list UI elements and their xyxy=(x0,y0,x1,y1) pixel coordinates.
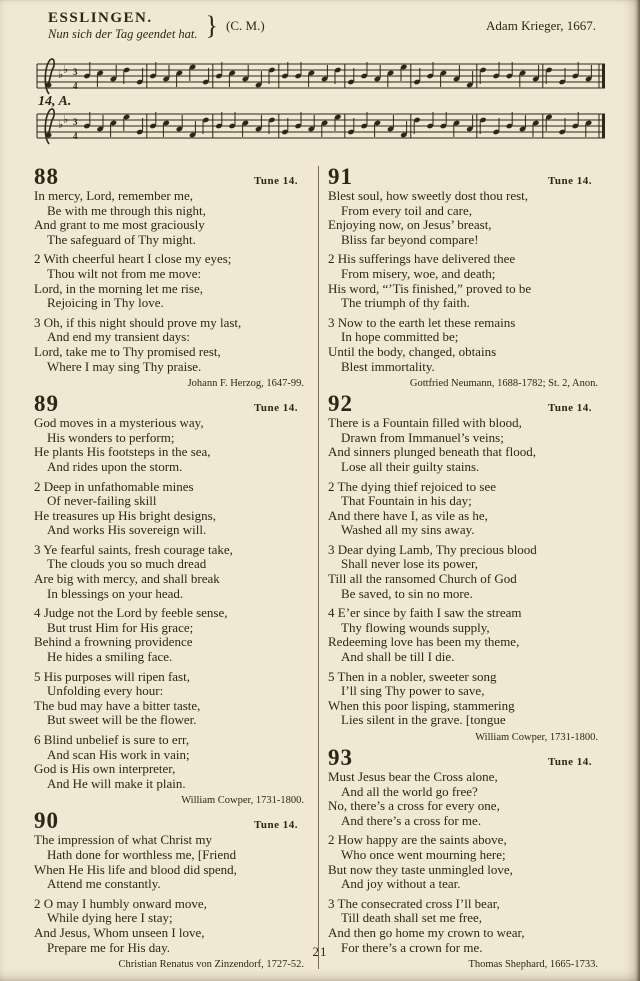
author-attribution: William Cowper, 1731-1800. xyxy=(475,732,598,743)
svg-text:♭: ♭ xyxy=(58,118,64,131)
verse-line: 3 Ye fearful saints, fresh courage take, xyxy=(34,541,233,557)
verse-line: Who once went mourning here; xyxy=(341,846,506,862)
stanza xyxy=(328,606,604,664)
stanza xyxy=(328,416,604,474)
verse-line: Attend me constantly. xyxy=(47,876,161,892)
verse-line: And there have I, as vile as he, xyxy=(328,507,488,523)
verse-line: He plants His footsteps in the sea, xyxy=(34,444,211,460)
verse-line: Until the body, changed, obtains xyxy=(328,343,497,359)
verse-line: When this poor lisping, stammering xyxy=(328,697,515,713)
left-column xyxy=(34,164,310,973)
stanza xyxy=(34,833,310,891)
verse-line: 4 Judge not the Lord by feeble sense, xyxy=(34,605,228,621)
verse-line: Thy flowing wounds supply, xyxy=(341,619,490,635)
verse-line: From every toil and care, xyxy=(341,202,473,218)
verse-line: 5 His purposes will ripen fast, xyxy=(34,668,190,684)
svg-text:3: 3 xyxy=(73,67,78,77)
hymn-heading xyxy=(328,392,604,415)
page-footer xyxy=(0,939,640,961)
verse-line: In hope committed be; xyxy=(341,329,459,345)
verse-line: And works His sovereign will. xyxy=(47,522,207,538)
verse-line: That Fountain in his day; xyxy=(341,493,472,509)
stanza xyxy=(34,480,310,538)
svg-text:♭: ♭ xyxy=(58,68,64,81)
author-attribution: Thomas Shephard, 1665-1733. xyxy=(468,959,598,971)
verse-line: Lord, in the morning let me rise, xyxy=(34,280,203,296)
stanza xyxy=(34,316,310,374)
stanza xyxy=(328,480,604,538)
verse-line: No, there’s a cross for every one, xyxy=(328,798,500,814)
hymn-subtitle: Nun sich der Tag geendet hat. xyxy=(48,27,198,41)
verse-line: And shall be till I die. xyxy=(341,649,455,665)
stanza xyxy=(328,252,604,310)
hymn-92 xyxy=(328,392,604,743)
verse-line: 2 His sufferings have delivered thee xyxy=(328,251,516,267)
author-attribution: Johann F. Herzog, 1647-99. xyxy=(187,378,304,390)
hymn-88 xyxy=(34,165,310,389)
verse-line: 6 Blind unbelief is sure to err, xyxy=(34,732,190,747)
verse-line: He hides a smiling face. xyxy=(47,649,173,665)
verse-line: His wonders to perform; xyxy=(47,429,175,445)
verse-line: And sinners plunged beneath that flood, xyxy=(328,444,536,460)
stanza xyxy=(328,316,604,374)
verse-line: The clouds you so much dread xyxy=(47,556,207,572)
verse-line: Lose all their guilty stains. xyxy=(341,458,480,474)
verse-line: In blessings on your head. xyxy=(47,585,184,601)
verse-line: Are big with mercy, and shall break xyxy=(34,571,220,587)
svg-text:3: 3 xyxy=(73,117,78,127)
verse-line: But now they taste unmingled love, xyxy=(328,861,513,877)
verse-line: God moves in a mysterious way, xyxy=(34,415,204,431)
stanza xyxy=(328,670,604,728)
svg-text:♭: ♭ xyxy=(63,113,69,126)
hymn-heading xyxy=(328,165,604,188)
verse-line: 4 E’er since by faith I saw the stream xyxy=(328,605,522,621)
verse-line: Washed all my sins away. xyxy=(341,522,475,538)
verse-line: God is His own interpreter, xyxy=(34,761,176,777)
verse-line: The impression of what Christ my xyxy=(34,832,213,848)
verse-line: Where I may sing Thy praise. xyxy=(47,358,202,374)
hymn-number: 92 xyxy=(328,391,353,417)
tune-reference: Tune 14. xyxy=(548,402,592,415)
verse-line: Lord, take me to Thy promised rest, xyxy=(34,343,221,359)
verse-line: Be with me through this night, xyxy=(47,202,206,218)
tune-reference: Tune 14. xyxy=(548,756,592,768)
hymn-heading xyxy=(34,809,310,832)
verse-line: His word, “’Tis finished,” proved to be xyxy=(328,280,532,296)
verse-line: Must Jesus bear the Cross alone, xyxy=(328,769,498,784)
brace-glyph: } xyxy=(205,11,219,40)
tune-reference: Tune 14. xyxy=(254,175,298,187)
verse-line: Drawn from Immanuel’s veins; xyxy=(341,429,504,445)
verse-line: And scan His work in vain; xyxy=(47,746,190,762)
verse-line: But trust Him for His grace; xyxy=(47,619,194,635)
verse-line: Shall never lose its power, xyxy=(341,556,479,572)
hymn-heading xyxy=(34,165,310,188)
verse-line: Of never-failing skill xyxy=(47,493,157,509)
verse-line: Hath done for worthless me, [Friend xyxy=(47,846,237,862)
verse-line: 2 With cheerful heart I close my eyes; xyxy=(34,251,232,267)
verse-line: While dying here I stay; xyxy=(47,910,173,926)
stanza xyxy=(34,606,310,664)
hymn-number: 93 xyxy=(328,745,353,770)
verse-line: Bliss far beyond compare! xyxy=(341,231,479,247)
right-column xyxy=(328,164,604,973)
page-header xyxy=(0,0,640,42)
verse-line: 2 O may I humbly onward move, xyxy=(34,895,207,911)
verse-line: And He will make it plain. xyxy=(47,775,186,791)
stanza xyxy=(34,189,310,247)
verse-line: And there’s a cross for me. xyxy=(341,812,482,828)
verse-line: And grant to me most graciously xyxy=(34,217,205,233)
hymn-91 xyxy=(328,165,604,389)
verse-line: Unfolding every hour: xyxy=(47,683,164,699)
tune-reference: Tune 14. xyxy=(254,819,298,832)
author-attribution: Christian Renatus von Zinzendorf, 1727-52. xyxy=(118,959,304,971)
svg-text:4: 4 xyxy=(73,131,78,141)
page-number: 21 xyxy=(312,944,328,959)
verse-line: There is a Fountain filled with blood, xyxy=(328,415,522,431)
verse-line: 3 The consecrated cross I’ll bear, xyxy=(328,895,500,911)
verse-line: Redeeming love has been my theme, xyxy=(328,634,520,650)
verse-line: Till all the ransomed Church of God xyxy=(328,571,517,587)
svg-text:♭: ♭ xyxy=(63,63,69,76)
author-attribution: Gottfried Neumann, 1688-1782; St. 2, Anon. xyxy=(409,378,598,390)
verse-line: Be saved, to sin no more. xyxy=(341,585,473,601)
hymn-heading xyxy=(328,746,604,769)
verse-line: And end my transient days: xyxy=(47,329,190,345)
hymn-number: 91 xyxy=(328,164,353,189)
verse-line: 5 Then in a nobler, sweeter song xyxy=(328,668,497,684)
hymn-number: 89 xyxy=(34,391,59,417)
verse-line: And rides upon the storm. xyxy=(47,458,183,474)
tune-reference: Tune 14. xyxy=(254,402,298,415)
tune-name: ESSLINGEN. xyxy=(48,10,153,26)
verse-line: Lies silent in the grave. [tongue xyxy=(341,712,506,728)
verse-line: I’ll sing Thy power to save, xyxy=(341,683,485,699)
verse-line: 3 Oh, if this night should prove my last, xyxy=(34,314,242,330)
hymn-heading xyxy=(34,392,310,415)
verse-line: The bud may have a bitter taste, xyxy=(34,697,201,713)
verse-line: 2 The dying thief rejoiced to see xyxy=(328,478,496,494)
hymn-number: 88 xyxy=(34,164,59,189)
composer-credit: Adam Krieger, 1667. xyxy=(486,18,596,33)
verse-line: And Jesus, Whom unseen I love, xyxy=(34,924,205,940)
meter-label: (C. M.) xyxy=(226,18,265,33)
verse-line: Rejoicing in Thy love. xyxy=(47,295,164,311)
author-attribution: William Cowper, 1731-1800. xyxy=(181,795,304,807)
header-left xyxy=(48,10,265,42)
stanza xyxy=(34,416,310,474)
stanza xyxy=(328,189,604,247)
verse-line: 3 Now to the earth let these remains xyxy=(328,314,516,330)
column-divider xyxy=(318,166,319,969)
verse-line: Thou wilt not from me move: xyxy=(47,265,202,281)
verse-line: When He His life and blood did spend, xyxy=(34,861,237,877)
hymn-93 xyxy=(328,746,604,970)
verse-line: And joy without a tear. xyxy=(341,876,461,892)
verse-line: Prepare me for His day. xyxy=(47,939,170,955)
verse-line: 3 Dear dying Lamb, Thy precious blood xyxy=(328,541,537,557)
svg-text:4: 4 xyxy=(73,81,78,91)
verse-line: But sweet will be the flower. xyxy=(47,712,197,728)
stanza xyxy=(34,252,310,310)
verse-line: And all the world go free? xyxy=(341,783,478,799)
verse-line: The safeguard of Thy might. xyxy=(47,231,196,247)
verse-line: He treasures up His bright designs, xyxy=(34,507,216,523)
music-score xyxy=(34,50,610,154)
tune-number-label: 14, A. xyxy=(38,94,72,109)
stanza xyxy=(328,770,604,828)
verse-line: Enjoying now, on Jesus’ breast, xyxy=(328,217,492,233)
hymn-number: 90 xyxy=(34,808,59,834)
verse-line: Till death shall set me free, xyxy=(341,910,483,926)
verse-line: 2 Deep in unfathomable mines xyxy=(34,478,194,494)
hymn-columns xyxy=(0,156,640,973)
stanza xyxy=(34,543,310,601)
stanza xyxy=(328,543,604,601)
verse-line: Behind a frowning providence xyxy=(34,634,193,650)
verse-line: The triumph of thy faith. xyxy=(341,295,470,311)
verse-line: For there’s a crown for me. xyxy=(341,939,483,955)
tune-reference: Tune 14. xyxy=(548,175,592,187)
verse-line: 2 How happy are the saints above, xyxy=(328,832,507,848)
title-stack xyxy=(48,10,198,42)
verse-line: In mercy, Lord, remember me, xyxy=(34,188,194,203)
stanza xyxy=(34,733,310,791)
verse-line: And then go home my crown to wear, xyxy=(328,924,525,940)
music-staves xyxy=(34,50,608,154)
verse-line: Blest immortality. xyxy=(341,358,435,374)
verse-line: From misery, woe, and death; xyxy=(341,265,496,281)
verse-line: Blest soul, how sweetly dost thou rest, xyxy=(328,188,529,203)
stanza xyxy=(328,833,604,891)
hymn-89 xyxy=(34,392,310,806)
stanza xyxy=(34,670,310,728)
